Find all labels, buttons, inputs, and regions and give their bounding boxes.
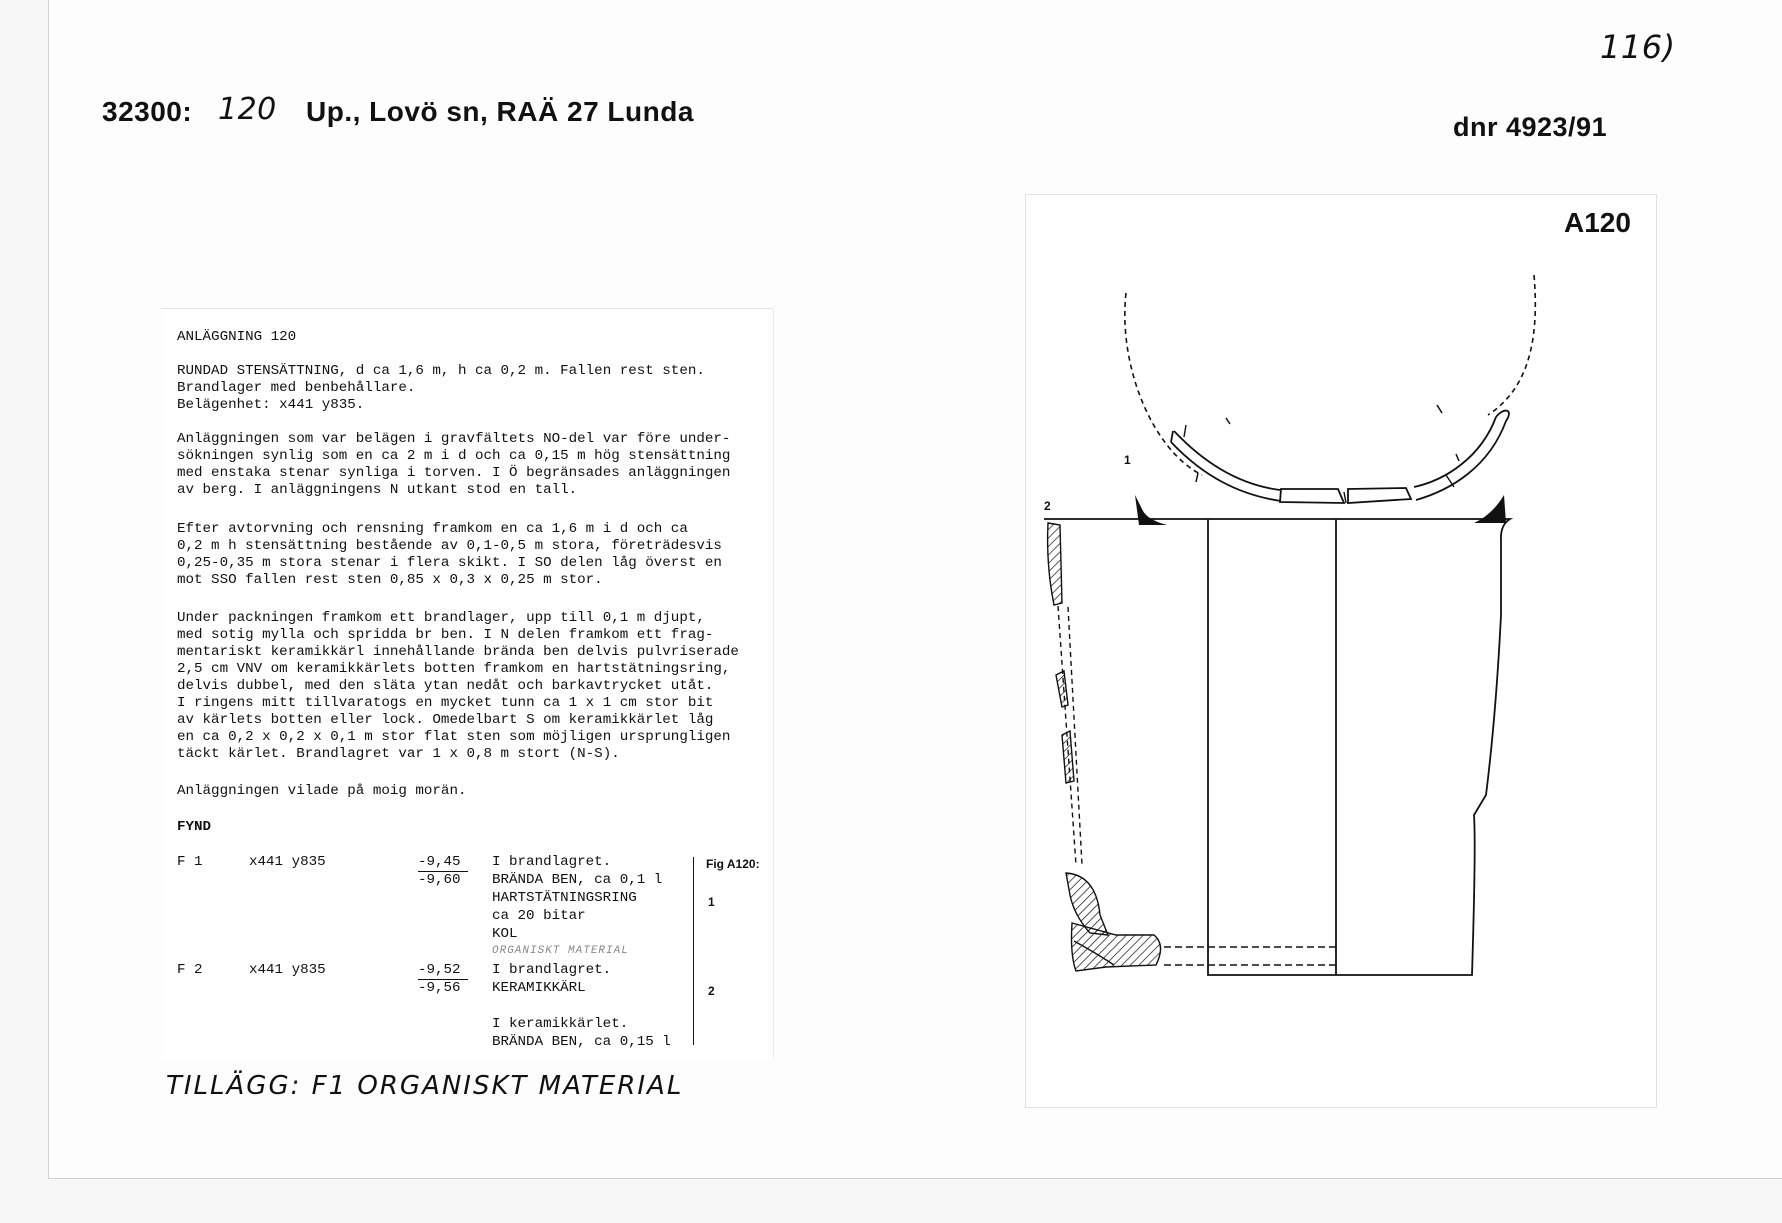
- text-line: mot SSO fallen rest sten 0,85 x 0,3 x 0,25 m stor.: [177, 572, 603, 588]
- plan-ring: [1125, 275, 1536, 503]
- find-coords: x441 y835: [249, 854, 326, 870]
- text-line: 2,5 cm VNV om keramikkärlets botten framkom en hartstätningsring,: [177, 661, 731, 677]
- find-id: F 1: [177, 854, 203, 870]
- find-desc-line: I keramikkärlet.: [492, 1016, 629, 1032]
- catalog-number-handwritten: 120: [218, 92, 277, 127]
- summary-line: Belägenhet: x441 y835.: [177, 397, 365, 413]
- addendum-handwritten: TILLÄGG: F1 ORGANISKT MATERIAL: [166, 1071, 684, 1101]
- text-line: sökningen synlig som en ca 2 m i d och ca 0,15 m hög stensättning: [177, 448, 731, 464]
- catalog-number: 32300:: [102, 96, 193, 127]
- page-number-handwritten: 116): [1600, 28, 1676, 66]
- find-coords: x441 y835: [249, 962, 326, 978]
- text-line: Anläggningen som var belägen i gravfältets NO-del var före under-: [177, 431, 731, 447]
- entry-title: ANLÄGGNING 120: [177, 329, 297, 345]
- summary-line: RUNDAD STENSÄTTNING, d ca 1,6 m, h ca 0,2 m. Fallen rest sten.: [177, 363, 705, 379]
- text-line: delvis dubbel, med den släta ytan nedåt och barkavtrycket utåt.: [177, 678, 714, 694]
- text-line: med enstaka stenar synliga i torven. I Ö begränsades anläggningen: [177, 465, 731, 481]
- level-top: -9,45: [418, 854, 461, 870]
- text-card: [161, 308, 774, 1059]
- figure-item-1: 1: [1124, 453, 1131, 467]
- text-line: mentariskt keramikkärl innehållande brända ben delvis pulvriserade: [177, 644, 739, 660]
- text-line: av kärlets botten eller lock. Omedelbart S om keramikkärlet låg: [177, 712, 714, 728]
- level-top: -9,52: [418, 962, 461, 978]
- paragraph-4: Anläggningen vilade på moig morän.: [177, 783, 467, 799]
- summary-line: Brandlager med benbehållare.: [177, 380, 416, 396]
- find-desc-line: BRÄNDA BEN, ca 0,15 l: [492, 1034, 671, 1050]
- text-line: Efter avtorvning och rensning framkom en ca 1,6 m i d och ca: [177, 521, 688, 537]
- find-desc-line: BRÄNDA BEN, ca 0,1 l: [492, 872, 663, 888]
- text-line: Under packningen framkom ett brandlager, upp till 0,1 m djupt,: [177, 610, 705, 626]
- level-bottom: -9,60: [418, 872, 461, 888]
- fig-ref: 2: [708, 984, 715, 998]
- section-arrows: [1135, 495, 1506, 525]
- text-line: av berg. I anläggningens N utkant stod en tall.: [177, 482, 578, 498]
- figure-label: A120: [1564, 207, 1631, 238]
- find-hand-note: ORGANISKT MATERIAL: [492, 945, 629, 957]
- level-bottom: -9,56: [418, 980, 461, 996]
- site-location: Up., Lovö sn, RAÄ 27 Lunda: [306, 96, 694, 127]
- fig-heading: Fig A120:: [706, 857, 760, 871]
- find-desc-line: I brandlagret.: [492, 962, 612, 978]
- find-desc-line: KOL: [492, 926, 518, 942]
- find-id: F 2: [177, 962, 203, 978]
- fig-ref: 1: [708, 895, 715, 909]
- figure-item-2: 2: [1044, 499, 1051, 513]
- find-desc-line: I brandlagret.: [492, 854, 612, 870]
- figure-card: [1025, 194, 1657, 1108]
- section-vessel: [1044, 519, 1510, 975]
- text-line: I ringens mitt tillvaratogs en mycket tunn ca 1 x 1 cm stor bit: [177, 695, 714, 711]
- fig-divider: [693, 857, 694, 1045]
- dnr-number: dnr 4923/91: [1453, 112, 1608, 142]
- find-desc-line: KERAMIKKÄRL: [492, 980, 586, 996]
- find-desc-line: ca 20 bitar: [492, 908, 586, 924]
- text-line: 0,25-0,35 m stora stenar i flera skikt. I SO delen låg överst en: [177, 555, 722, 571]
- text-line: med sotig mylla och spridda br ben. I N delen framkom ett frag-: [177, 627, 714, 643]
- find-desc-line: HARTSTÄTNINGSRING: [492, 890, 637, 906]
- text-line: en ca 0,2 x 0,2 x 0,1 m stor flat sten som möjligen ursprungligen: [177, 729, 731, 745]
- finds-heading: FYND: [177, 819, 212, 835]
- figure-drawing: [1026, 195, 1656, 1107]
- text-line: 0,2 m h stensättning bestående av 0,1-0,5 m stora, företrädesvis: [177, 538, 722, 554]
- text-line: täckt kärlet. Brandlagret var 1 x 0,8 m stort (N-S).: [177, 746, 620, 762]
